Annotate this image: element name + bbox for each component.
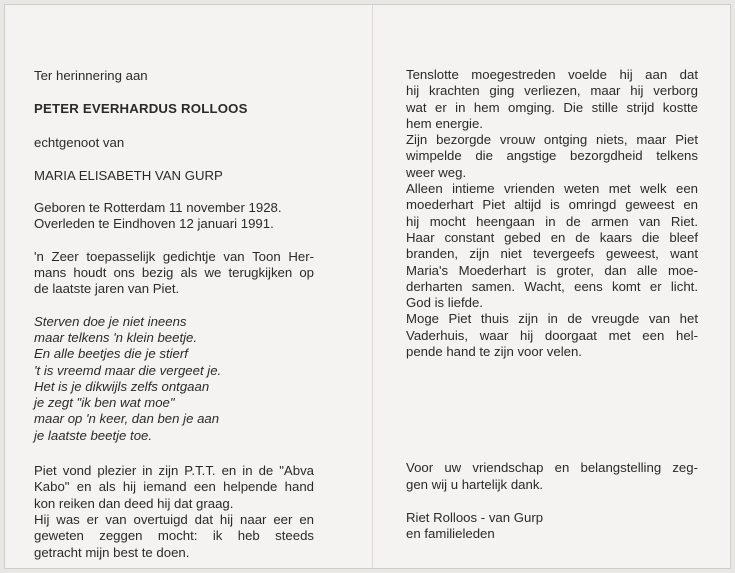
paragraph-line: Tenslotte moegestreden voelde hij aan dat — [406, 67, 698, 82]
memorial-card — [4, 4, 731, 569]
poem-line: 't is vreemd maar die vergeet je. — [34, 362, 222, 378]
poem-line: je laatste beetje toe. — [34, 427, 153, 443]
tribute-paragraph — [406, 67, 698, 360]
paragraph-line: moederhart Piet altijd is omringd geweest en — [406, 197, 698, 213]
paragraph-line: kon reiken dan deed hij dat graag. — [34, 495, 234, 511]
birth-line: Geboren te Rotterdam 11 november 1928. — [34, 200, 282, 216]
paragraph-line: branden, zijn niet tevergeefs geweest, want — [406, 246, 698, 262]
poem-line: maar op 'n keer, dan ben je aan — [34, 411, 220, 427]
paragraph-line: Voor uw vriendschap en belangstelling zeg- — [406, 460, 698, 476]
paragraph-line: Piet vond plezier in zijn P.T.T. en in de "Abva — [34, 463, 314, 479]
paragraph-line: wat er in hem omging. Die stille strijd kostte — [406, 99, 698, 115]
paragraph-line: Zijn bezorgde vrouw ontging niets, maar Piet — [406, 132, 698, 148]
paragraph-line: Kabo" en als hij iemand een helpende hand — [34, 479, 314, 495]
signature-block — [406, 510, 698, 543]
poem — [34, 314, 314, 444]
paragraph-line: God is liefde. — [406, 295, 483, 311]
paragraph-line: de laatste jaren van Piet. — [34, 281, 180, 297]
thanks-paragraph — [406, 460, 698, 493]
paragraph-line: hij mocht heengaan in de armen van Riet. — [406, 213, 698, 229]
spouse-name: MARIA ELISABETH VAN GURP — [34, 167, 223, 183]
poem-line: En alle beetjes die je stierf — [34, 346, 188, 362]
paragraph-line: weer weg. — [406, 164, 467, 180]
card-fold — [372, 5, 373, 568]
death-line: Overleden te Eindhoven 12 januari 1991. — [34, 216, 274, 232]
signature-line: en familieleden — [406, 526, 495, 542]
paragraph-line: hem energie. — [406, 115, 483, 131]
deceased-name: PETER EVERHARDUS ROLLOOS — [34, 101, 248, 117]
poem-line: je zegt "ik ben wat moe" — [34, 395, 175, 411]
paragraph-line: Haar constant gebed en de kaars die bleef — [406, 229, 698, 245]
life-paragraph — [34, 463, 314, 561]
paragraph-line: Moge Piet thuis zijn in de vreugde van het — [406, 311, 698, 327]
paragraph-line: hij krachten ging verliezen, maar hij verborg — [406, 83, 698, 99]
spouse-label: echtgenoot van — [34, 134, 125, 150]
paragraph-line: pende hand te zijn voor velen. — [406, 344, 582, 360]
intro-paragraph — [34, 249, 314, 298]
right-column — [406, 67, 698, 543]
signature-line: Riet Rolloos - van Gurp — [406, 509, 544, 525]
paragraph-line: mans houdt ons bezig als we terugkijken op — [34, 265, 314, 281]
paragraph-line: geweten zeggen mocht: ik heb steeds — [34, 528, 314, 544]
poem-line: Sterven doe je niet ineens — [34, 313, 187, 329]
paragraph-line: getracht mijn best te doen. — [34, 544, 190, 560]
poem-line: Het is je dikwijls zelfs ontgaan — [34, 378, 210, 394]
paragraph-line: Alleen intieme vrienden weten met welk een — [406, 181, 698, 197]
paragraph-line: wimpelde die angstige bezorgdheid telkens — [406, 148, 698, 164]
paragraph-line: Hij was er van overtuigd dat hij naar eer en — [34, 511, 314, 527]
paragraph-line: 'n Zeer toepasselijk gedichtje van Toon Her- — [34, 248, 314, 264]
intro-text: Ter herinnering aan — [34, 68, 148, 83]
left-column — [34, 68, 314, 561]
paragraph-line: Maria's Moederhart is groter, dan alle moe- — [406, 262, 698, 278]
paragraph-line: derharten samen. Wacht, eens komt er licht. — [406, 278, 698, 294]
paragraph-line: gen wij u hartelijk dank. — [406, 476, 544, 492]
poem-line: maar telkens 'n klein beetje. — [34, 329, 198, 345]
paragraph-line: Vaderhuis, waar hij doorgaat met een hel- — [406, 327, 698, 343]
